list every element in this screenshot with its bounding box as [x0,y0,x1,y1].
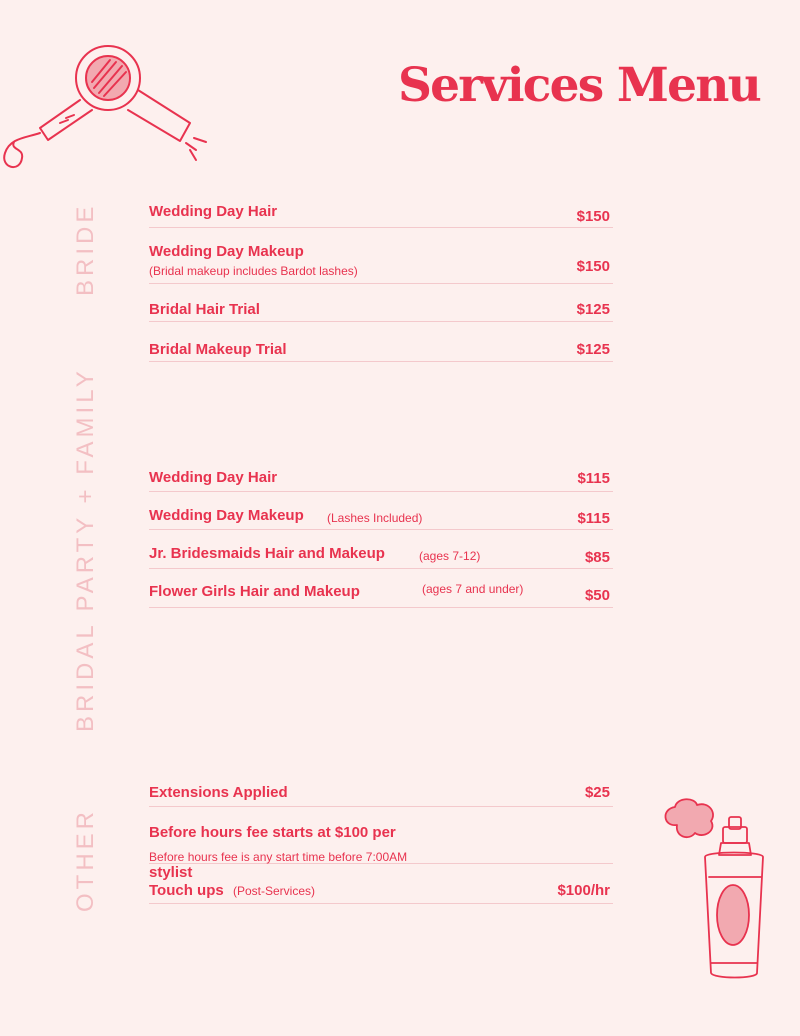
service-name: Touch ups [149,882,224,899]
service-note: (Bridal makeup includes Bardot lashes) [149,264,358,278]
service-name: Flower Girls Hair and Makeup [149,583,360,600]
service-row [149,545,613,569]
service-row [149,882,613,904]
service-name: Bridal Hair Trial [149,301,260,318]
service-row [149,301,613,322]
service-note: (Lashes Included) [327,511,423,525]
service-row [149,507,613,530]
service-name: Wedding Day Makeup [149,507,304,524]
service-row [149,824,613,864]
service-price: $150 [576,258,610,275]
spray-bottle-icon [655,795,790,985]
service-price: $100/hr [557,882,610,899]
service-price: $25 [584,784,610,801]
service-note: (Post-Services) [233,884,316,898]
service-price: $125 [576,301,610,318]
service-name: Before hours fee starts at $100 per [149,824,396,841]
section-label-bride: BRIDE [72,202,99,296]
service-price: $85 [584,549,610,566]
service-row [149,583,613,608]
section-label-bridal-party: BRIDAL PARTY + FAMILY [72,367,99,732]
service-name: Wedding Day Hair [149,203,278,220]
service-row [149,784,613,807]
service-note: Before hours fee is any start time before 7:00AM [149,850,408,864]
service-row [149,243,613,284]
page-title: Services Menu [398,58,760,113]
service-name: Wedding Day Makeup [149,243,304,260]
service-row [149,469,613,492]
service-price: $50 [584,587,610,604]
service-name: Jr. Bridesmaids Hair and Makeup [149,545,385,562]
service-price: $150 [576,208,610,225]
hair-dryer-icon [0,38,220,178]
service-row [149,203,613,228]
service-note: (ages 7 and under) [422,582,524,596]
service-name-continued: stylist [149,864,193,881]
service-row [149,341,613,362]
service-price: $125 [576,341,610,358]
service-price: $115 [577,510,610,527]
service-note: (ages 7-12) [419,549,481,563]
section-label-other: OTHER [72,808,99,912]
service-price: $115 [577,470,610,487]
service-name: Wedding Day Hair [149,469,278,486]
service-name: Bridal Makeup Trial [149,341,287,358]
service-name: Extensions Applied [149,784,288,801]
